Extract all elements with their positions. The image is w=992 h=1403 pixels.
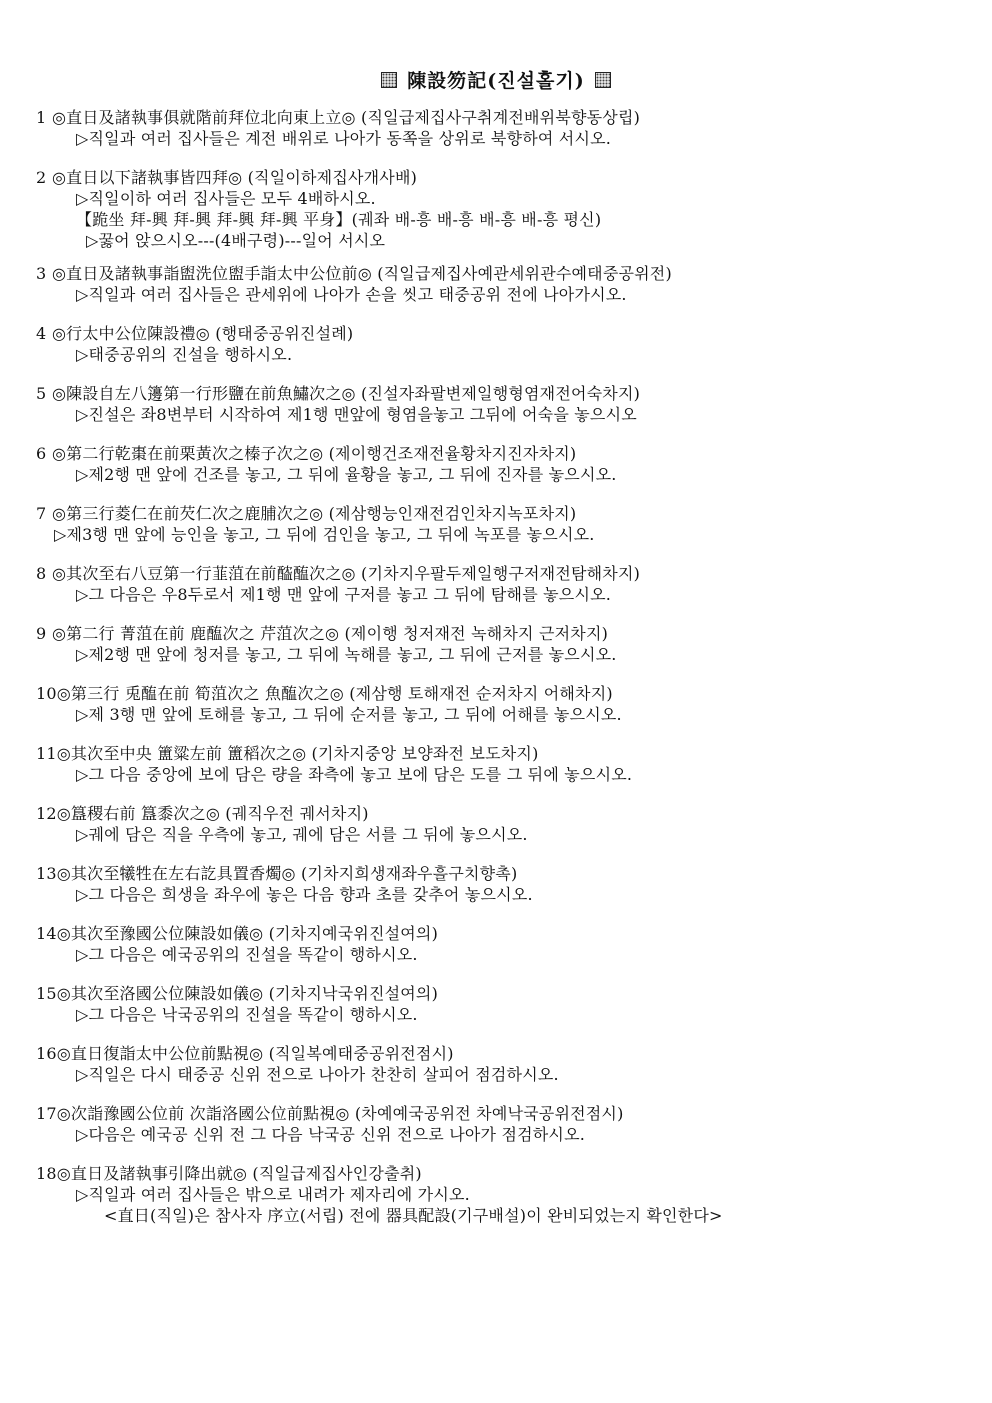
item-heading — [36, 924, 438, 944]
item-head-text: ◎直日復詣太中公位前點視◎ (직일복예태중공위전점시) — [56, 1044, 454, 1063]
list-item — [0, 924, 992, 984]
document-title — [0, 66, 992, 93]
item-heading — [36, 324, 353, 344]
item-number: 2 — [36, 168, 47, 187]
list-item — [0, 804, 992, 864]
item-number: 9 — [36, 624, 47, 643]
item-head-text: ◎第二行乾棗在前栗黃次之榛子次之◎ (제이행건조재전율황차지진자차지) — [52, 444, 577, 463]
item-instruction: ▷그 다음은 예국공위의 진설을 똑같이 행하시오. — [76, 945, 418, 964]
item-head-text: ◎其次至中央 簠粱左前 簠稻次之◎ (기차지중앙 보양좌전 보도차지) — [56, 744, 539, 763]
item-instruction: ▷직일은 다시 태중공 신위 전으로 나아가 찬찬히 살피어 점검하시오. — [76, 1065, 559, 1084]
item-number: 17 — [36, 1104, 57, 1123]
list-item — [0, 1164, 992, 1224]
item-instruction: ▷그 다음 중앙에 보에 담은 량을 좌측에 놓고 보에 담은 도를 그 뒤에 놓으시오. — [76, 765, 633, 784]
item-heading — [36, 108, 640, 128]
item-instruction: ▷제 3행 맨 앞에 토해를 놓고, 그 뒤에 순저를 놓고, 그 뒤에 어해를 놓으시오. — [76, 705, 622, 724]
list-item — [0, 864, 992, 924]
item-number: 16 — [36, 1044, 57, 1063]
item-number: 15 — [36, 984, 57, 1003]
list-item — [0, 108, 992, 168]
item-number: 11 — [36, 744, 57, 763]
list-item — [0, 504, 992, 564]
item-head-text: ◎直日及諸執事引降出就◎ (직일급제집사인강출취) — [56, 1164, 422, 1183]
list-item — [0, 444, 992, 504]
dotted-square-icon — [595, 72, 611, 88]
item-head-text: ◎其次至犧牲在左右訖具置香燭◎ (기차지희생재좌우흘구치향촉) — [56, 864, 518, 883]
item-instruction: ▷꿇어 앉으시오---(4배구령)---일어 서시오 — [86, 231, 386, 250]
list-item — [0, 624, 992, 684]
list-item — [0, 384, 992, 444]
list-item — [0, 324, 992, 384]
list-item — [0, 168, 992, 264]
item-number: 1 — [36, 108, 47, 127]
item-heading — [36, 384, 640, 404]
list-item — [0, 564, 992, 624]
item-instruction: ▷그 다음은 우8두로서 제1행 맨 앞에 구저를 놓고 그 뒤에 탐해를 놓으시오. — [76, 585, 612, 604]
item-list — [0, 108, 992, 1224]
item-heading — [36, 624, 608, 644]
item-head-text: ◎陳設自左八籩第一行形鹽在前魚鱐次之◎ (진설자좌팔변제일행형염재전어숙차지) — [52, 384, 641, 403]
item-number: 18 — [36, 1164, 57, 1183]
item-number: 5 — [36, 384, 47, 403]
item-instruction: ▷제3행 맨 앞에 능인을 놓고, 그 뒤에 검인을 놓고, 그 뒤에 녹포를 놓으시오. — [54, 525, 595, 544]
item-head-text: ◎直日及諸執事詣盥洗位盥手詣太中公位前◎ (직일급제집사예관세위관수예태중공위전) — [52, 264, 672, 283]
item-instruction: ▷태중공위의 진설을 행하시오. — [76, 345, 293, 364]
item-head-text: ◎直日及諸執事俱就階前拜位北向東上立◎ (직일급제집사구취계전배위북향동상립) — [52, 108, 641, 127]
item-instruction: ▷직일이하 여러 집사들은 모두 4배하시오. — [76, 189, 376, 208]
item-heading — [36, 684, 613, 704]
dotted-square-icon — [381, 72, 397, 88]
item-head-text: ◎第三行菱仁在前芡仁次之鹿脯次之◎ (제삼행능인재전검인차지녹포차지) — [52, 504, 577, 523]
item-heading — [36, 1104, 624, 1124]
item-head-text: ◎簋稷右前 簋黍次之◎ (궤직우전 궤서차지) — [56, 804, 369, 823]
item-heading — [36, 864, 517, 884]
item-instruction: ▷다음은 예국공 신위 전 그 다음 낙국공 신위 전으로 나아가 점검하시오. — [76, 1125, 586, 1144]
list-item — [0, 1104, 992, 1164]
title-text: 陳設笏記(진설홀기) — [407, 70, 585, 92]
item-instruction: ▷궤에 담은 직을 우측에 놓고, 궤에 담은 서를 그 뒤에 놓으시오. — [76, 825, 528, 844]
item-ritual-sequence: 【跪坐 拜-興 拜-興 拜-興 拜-興 平身】(궤좌 배-흥 배-흥 배-흥 배-흥 평신) — [76, 210, 602, 229]
item-head-text: ◎第三行 兎醢在前 筍菹次之 魚醢次之◎ (제삼행 토해재전 순저차지 어해차지) — [56, 684, 613, 703]
item-heading — [36, 504, 576, 524]
item-heading — [36, 744, 539, 764]
item-instruction: ▷직일과 여러 집사들은 관세위에 나아가 손을 씻고 태중공위 전에 나아가시오. — [76, 285, 627, 304]
item-head-text: ◎其次至右八豆第一行韮菹在前醓醢次之◎ (기차지우팔두제일행구저재전탐해차지) — [52, 564, 641, 583]
item-number: 6 — [36, 444, 47, 463]
item-number: 7 — [36, 504, 47, 523]
item-heading — [36, 264, 672, 284]
item-number: 14 — [36, 924, 57, 943]
item-number: 12 — [36, 804, 57, 823]
item-heading — [36, 444, 576, 464]
item-head-text: ◎其次至豫國公位陳設如儀◎ (기차지예국위진설여의) — [56, 924, 439, 943]
item-instruction: ▷제2행 맨 앞에 청저를 놓고, 그 뒤에 녹해를 놓고, 그 뒤에 근저를 놓으시오. — [76, 645, 617, 664]
item-head-text: ◎第二行 菁菹在前 鹿醢次之 芹菹次之◎ (제이행 청저재전 녹해차지 근저차지) — [52, 624, 609, 643]
item-instruction: ▷그 다음은 희생을 좌우에 놓은 다음 향과 초를 갖추어 놓으시오. — [76, 885, 533, 904]
list-item — [0, 264, 992, 324]
item-head-text: ◎直日以下諸執事皆四拜◎ (직일이하제집사개사배) — [52, 168, 418, 187]
item-head-text: ◎其次至洛國公位陳設如儀◎ (기차지낙국위진설여의) — [56, 984, 439, 1003]
list-item — [0, 744, 992, 804]
item-head-text: ◎行太中公位陳設禮◎ (행태중공위진설례) — [52, 324, 354, 343]
item-heading — [36, 804, 369, 824]
item-number: 8 — [36, 564, 47, 583]
item-number: 13 — [36, 864, 57, 883]
item-instruction: ▷제2행 맨 앞에 건조를 놓고, 그 뒤에 율황을 놓고, 그 뒤에 진자를 놓으시오. — [76, 465, 617, 484]
item-head-text: ◎次詣豫國公位前 次詣洛國公位前點視◎ (차예예국공위전 차예낙국공위전점시) — [56, 1104, 624, 1123]
item-heading — [36, 984, 438, 1004]
item-heading — [36, 1164, 422, 1184]
item-number: 3 — [36, 264, 47, 283]
item-instruction: ▷직일과 여러 집사들은 밖으로 내려가 제자리에 가시오. — [76, 1185, 470, 1204]
item-instruction: ▷그 다음은 낙국공위의 진설을 똑같이 행하시오. — [76, 1005, 418, 1024]
item-instruction: ▷직일과 여러 집사들은 계전 배위로 나아가 동쪽을 상위로 북향하여 서시오. — [76, 129, 612, 148]
list-item — [0, 984, 992, 1044]
item-instruction: ▷진설은 좌8변부터 시작하여 제1행 맨앞에 형염을놓고 그뒤에 어숙을 놓으시오 — [76, 405, 637, 424]
item-heading — [36, 1044, 454, 1064]
item-number: 10 — [36, 684, 57, 703]
item-note: <直日(직일)은 참사자 序立(서립) 전에 器具配設(기구배설)이 완비되었는지 확인한다> — [104, 1206, 723, 1225]
item-number: 4 — [36, 324, 47, 343]
list-item — [0, 1044, 992, 1104]
item-heading — [36, 564, 640, 584]
item-heading — [36, 168, 417, 188]
list-item — [0, 684, 992, 744]
